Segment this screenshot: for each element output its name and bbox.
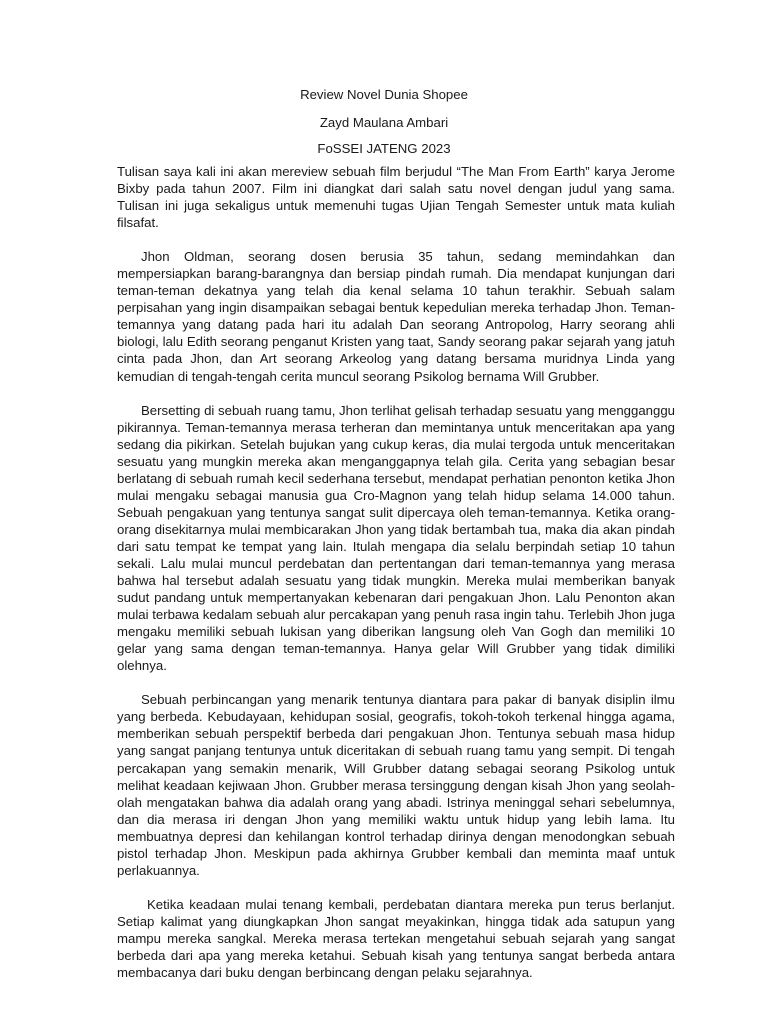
- paragraph-discussion: Sebuah perbincangan yang menarik tentunya diantara para pakar di banyak disiplin ilmu yang berbeda. Kebudayaan, kehidupan sosial, geografis, tokoh-tokoh terkenal hingga agama, memberikan sebuah perspektif berbeda dari pengakuan Jhon. Tentunya sebuah masa hidup yang sangat panjang tentunya untuk diceritakan di sebuah ruang tamu yang sempit. Di tengah percakapan yang semakin menarik, Will Grubber datang sebagai seorang Psikolog untuk melihat keadaan kejiwaan Jhon. Grubber merasa tersinggung dengan kisah Jhon yang seolah-olah mengatakan bahwa dia adalah orang yang abadi. Istrinya meninggal sehari sebelumnya, dan dia merasa iri dengan Jhon yang memiliki waktu untuk hidup yang lebih lama. Itu membuatnya depresi dan kehilangan kontrol terhadap dirinya dengan menodongkan sebuah pistol terhadap Jhon. Meskipun pada akhirnya Grubber kembali dan meminta maaf untuk perlakuannya.: [117, 692, 675, 878]
- organization-name: FoSSEI JATENG 2023: [317, 141, 451, 156]
- paragraph-characters: Jhon Oldman, seorang dosen berusia 35 tahun, sedang memindahkan dan mempersiapkan barang-barangnya dan bersiap pindah rumah. Dia mendapat kunjungan dari teman-teman dekatnya yang telah dia kenal selama 10 tahun terakhir. Sebuah salam perpisahan yang ingin disampaikan sebagai bentuk kepedulian mereka terhadap Jhon. Teman-temannya yang datang pada hari itu adalah Dan seorang Antropolog, Harry seorang ahli biologi, lalu Edith seorang penganut Kristen yang taat, Sandy seorang pakar sejarah yang jatuh cinta pada Jhon, dan Art seorang Arkeolog yang datang bersama muridnya Linda yang kemudian di tengah-tengah cerita muncul seorang Psikolog bernama Will Grubber.: [117, 249, 675, 384]
- document-body: [117, 163, 675, 998]
- paragraph-intro: Tulisan saya kali ini akan mereview sebuah film berjudul “The Man From Earth” karya Jerome Bixby pada tahun 2007. Film ini diangkat dari salah satu novel dengan judul yang sama. Tulisan ini juga sekaligus untuk memenuhi tugas Ujian Tengah Semester untuk mata kuliah filsafat.: [117, 164, 675, 231]
- paragraph-debate: Ketika keadaan mulai tenang kembali, perdebatan diantara mereka pun terus berlanjut. Setiap kalimat yang diungkapkan Jhon sangat meyakinkan, hingga tidak ada satupun yang mampu mereka sangkal. Mereka merasa tertekan mengetahui sebuah sejarah yang sangat berbeda dari apa yang mereka ketahui. Sebuah kisah yang tentunya sangat berbeda antara membacanya dari buku dengan berbincang dengan pelaku sejarahnya.: [117, 896, 675, 981]
- document-title: Review Novel Dunia Shopee: [300, 87, 468, 102]
- author-name: Zayd Maulana Ambari: [319, 115, 449, 130]
- paragraph-setting: Bersetting di sebuah ruang tamu, Jhon terlihat gelisah terhadap sesuatu yang mengganggu pikirannya. Teman-temannya merasa terheran dan memintanya untuk menceritakan apa yang sedang dia pikirkan. Setelah bujukan yang cukup keras, dia mulai tergoda untuk menceritakan sesuatu yang mungkin mereka akan menganggapnya telah gila. Cerita yang sebagian besar berlatang di sebuah rumah kecil sederhana tersebut, mendapat perhatian penonton ketika Jhon mulai mengaku sebagai manusia gua Cro-Magnon yang telah hidup selama 14.000 tahun. Sebuah pengakuan yang tentunya sangat sulit dipercaya oleh teman-temannya. Ketika orang-orang disekitarnya mulai membicarakan Jhon yang tidak bertambah tua, maka dia akan pindah dari satu tempat ke tempat yang lain. Itulah mengapa dia selalu berpindah setiap 10 tahun sekali. Lalu mulai muncul perdebatan dan pertentangan dari teman-temannya yang merasa bahwa hal tersebut adalah sesuatu yang tidak mungkin. Mereka mulai memberikan banyak sudut pandang untuk mempertanyakan kebenaran dari pengakuan Jhon. Lalu Penonton akan mulai terbawa kedalam sebuah alur percakapan yang penuh rasa ingin tahu. Terlebih Jhon juga mengaku memiliki sebuah lukisan yang diberikan langsung oleh Van Gogh dan memiliki 10 gelar yang sama dengan teman-temannya. Hanya gelar Will Grubber yang tidak dimiliki olehnya.: [117, 402, 675, 674]
